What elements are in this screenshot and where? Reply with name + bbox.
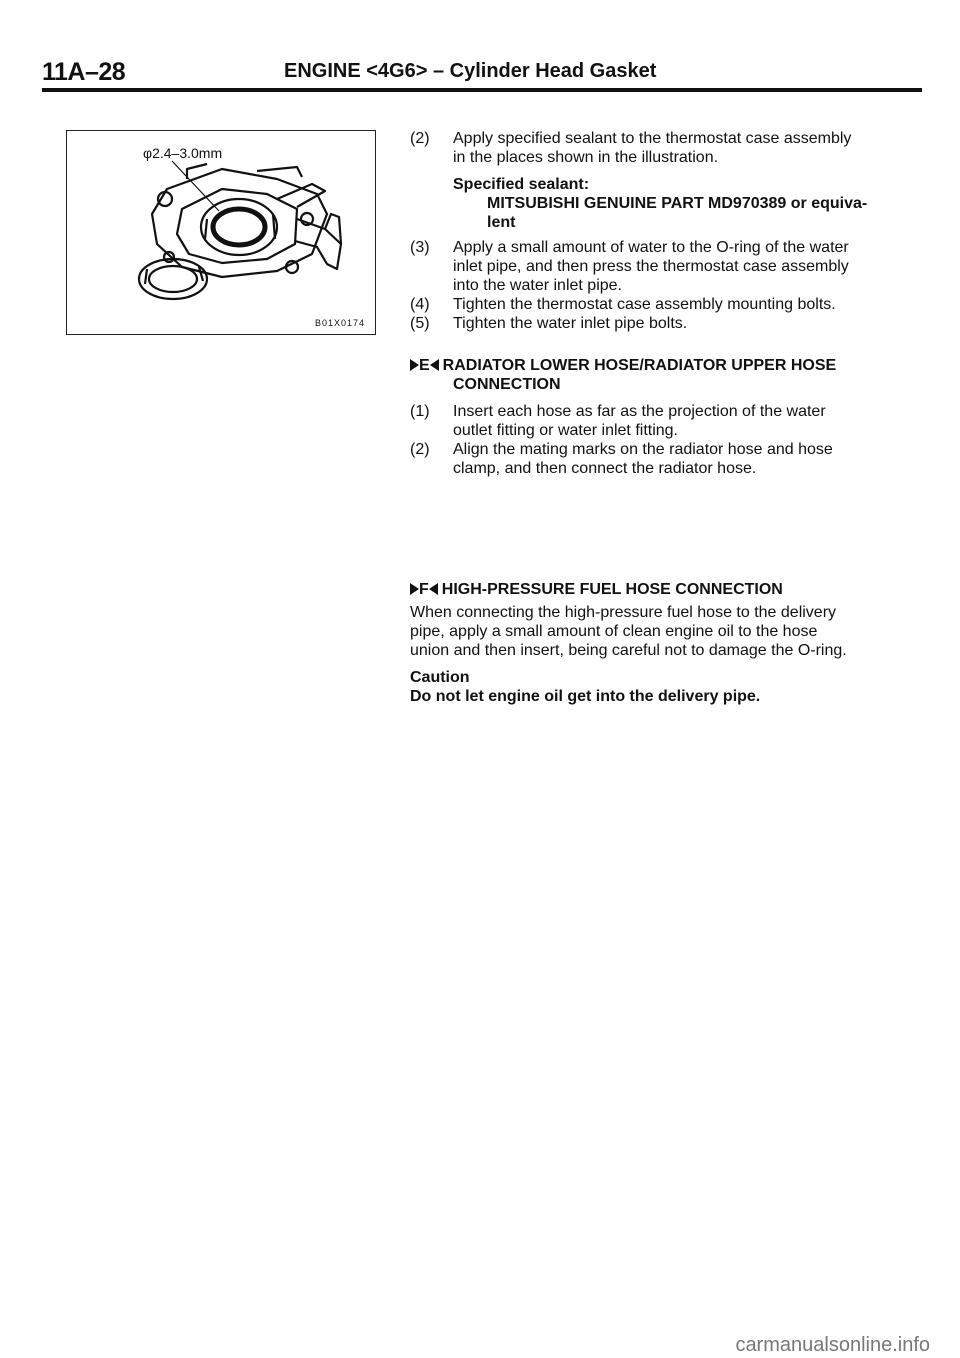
section-heading xyxy=(410,356,896,375)
thermostat-case-figure xyxy=(66,130,376,335)
step-number: (4) xyxy=(410,296,430,313)
section-heading xyxy=(410,580,896,599)
sealant-spec: lent xyxy=(487,214,516,231)
sealant-spec: MITSUBISHI GENUINE PART MD970389 or equiva- xyxy=(487,195,868,212)
caution-text: Do not let engine oil get into the delivery pipe. xyxy=(410,688,761,705)
thermostat-case-illustration xyxy=(127,159,347,309)
step-text: clamp, and then connect the radiator hose. xyxy=(453,460,757,477)
step-number: (3) xyxy=(410,239,430,256)
step-text: Tighten the water inlet pipe bolts. xyxy=(453,315,688,332)
left-arrow-icon xyxy=(429,583,438,595)
page-header xyxy=(42,58,922,92)
page-number: 11A–28 xyxy=(42,58,126,86)
step-text: Insert each hose as far as the projection of the water xyxy=(453,403,826,420)
paragraph-line: pipe, apply a small amount of clean engine oil to the hose xyxy=(410,623,818,640)
section-letter: E xyxy=(419,357,430,374)
step-number: (2) xyxy=(410,130,430,147)
page-title: ENGINE <4G6> – Cylinder Head Gasket xyxy=(284,60,657,82)
list-item xyxy=(410,314,896,333)
right-arrow-icon xyxy=(410,583,419,595)
paragraph-line: When connecting the high-pressure fuel hose to the delivery xyxy=(410,604,837,621)
step-text: Apply specified sealant to the thermostat case assembly xyxy=(453,130,852,147)
sealant-label: Specified sealant: xyxy=(453,176,590,193)
caution-label: Caution xyxy=(410,669,470,686)
left-arrow-icon xyxy=(430,359,439,371)
fuel-hose-section xyxy=(410,580,896,706)
watermark: carmanualsonline.info xyxy=(735,1334,930,1356)
list-item xyxy=(410,129,896,167)
step-text: into the water inlet pipe. xyxy=(453,277,622,294)
list-item xyxy=(410,440,896,478)
step-number: (5) xyxy=(410,315,430,332)
step-text: outlet fitting or water inlet fitting. xyxy=(453,422,678,439)
heading-text: CONNECTION xyxy=(453,376,561,393)
step-text: Tighten the thermostat case assembly mounting bolts. xyxy=(453,296,836,313)
figure-dimension-label: φ2.4–3.0mm xyxy=(143,145,223,161)
section-letter: F xyxy=(419,581,429,598)
list-item xyxy=(410,295,896,314)
step-text: Align the mating marks on the radiator hose and hose xyxy=(453,441,833,458)
step-text: inlet pipe, and then press the thermostat case assembly xyxy=(453,258,849,275)
radiator-hose-section xyxy=(410,356,896,478)
right-arrow-icon xyxy=(410,359,419,371)
step-number: (2) xyxy=(410,441,430,458)
list-item xyxy=(410,238,896,295)
figure-code: B01X0174 xyxy=(314,318,365,328)
heading-text: RADIATOR LOWER HOSE/RADIATOR UPPER HOSE xyxy=(442,357,837,374)
heading-text: HIGH-PRESSURE FUEL HOSE CONNECTION xyxy=(441,581,783,598)
paragraph-line: union and then insert, being careful not to damage the O-ring. xyxy=(410,642,847,659)
step-text: in the places shown in the illustration. xyxy=(453,149,719,166)
step-text: Apply a small amount of water to the O-ring of the water xyxy=(453,239,849,256)
thermostat-instructions xyxy=(410,129,896,333)
list-item xyxy=(410,402,896,440)
step-number: (1) xyxy=(410,403,430,420)
